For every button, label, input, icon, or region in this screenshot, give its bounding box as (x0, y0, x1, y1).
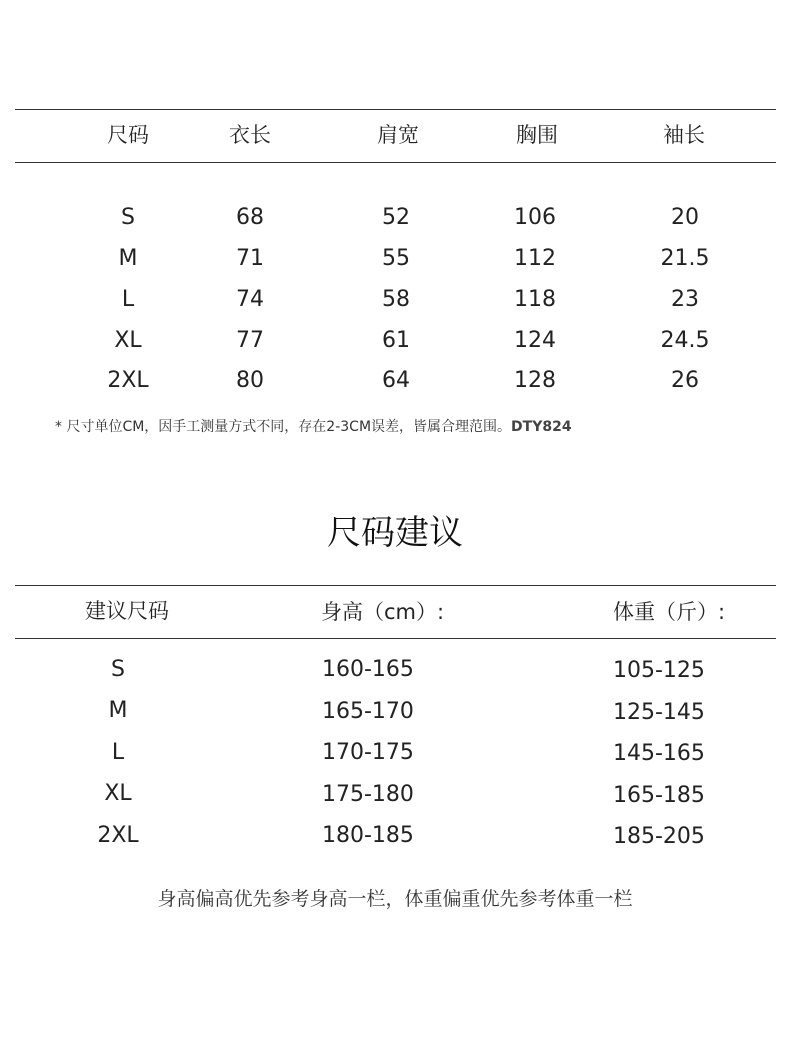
header-shoulder: 肩宽 (377, 123, 419, 147)
table-cell: 20 (671, 205, 699, 230)
table-cell: 175-180 (322, 782, 414, 807)
table-cell: 185-205 (613, 824, 705, 849)
table-cell: M (118, 246, 138, 271)
table-cell: XL (104, 781, 132, 806)
table-cell: 23 (671, 287, 699, 312)
header-recommended-size: 建议尺码 (85, 599, 169, 623)
header-size: 尺码 (107, 123, 149, 147)
table-cell: S (121, 205, 135, 230)
section-title: 尺码建议 (327, 513, 463, 553)
table-cell: L (111, 740, 125, 765)
header-height: 身高（cm）: (321, 600, 445, 624)
table-cell: 118 (514, 287, 556, 312)
recommendation-footer: 身高偏高优先参考身高一栏，体重偏重优先参考体重一栏 (157, 888, 633, 910)
product-code: DTY824 (511, 419, 572, 435)
header-length: 衣长 (229, 123, 271, 147)
table-cell: 24.5 (660, 328, 710, 353)
note-text: * 尺寸单位CM，因手工测量方式不同，存在2-3CM误差，皆属合理范围。 (55, 419, 512, 435)
table-cell: L (121, 287, 135, 312)
table-header-rule (15, 162, 776, 163)
table-cell: 61 (382, 328, 410, 353)
table-cell: 58 (382, 287, 410, 312)
table-cell: 26 (671, 368, 699, 393)
table-cell: 2XL (107, 368, 149, 393)
table-cell: 77 (236, 328, 264, 353)
table-cell: 165-170 (322, 699, 414, 724)
table-cell: 71 (236, 246, 264, 271)
table-cell: 2XL (97, 823, 139, 848)
header-sleeve: 袖长 (663, 123, 705, 147)
rec-top-rule (15, 585, 776, 586)
table-cell: M (108, 698, 128, 723)
table-cell: 165-185 (613, 783, 705, 808)
table-cell: 145-165 (613, 741, 705, 766)
table-cell: 105-125 (613, 658, 705, 683)
table-cell: 80 (236, 368, 264, 393)
header-chest: 胸围 (516, 123, 558, 147)
table-top-rule (15, 109, 776, 110)
table-cell: 170-175 (322, 740, 414, 765)
table-cell: 74 (236, 287, 264, 312)
table-cell: XL (114, 328, 142, 353)
table-cell: 64 (382, 368, 410, 393)
measurement-note (55, 416, 572, 436)
header-weight: 体重（斤）: (613, 600, 726, 624)
rec-header-rule (15, 638, 776, 639)
table-cell: 112 (514, 246, 556, 271)
table-cell: 180-185 (322, 823, 414, 848)
table-cell: 160-165 (322, 657, 414, 682)
table-cell: 128 (514, 368, 556, 393)
table-cell: 52 (382, 205, 410, 230)
table-cell: 55 (382, 246, 410, 271)
table-cell: 125-145 (613, 700, 705, 725)
table-cell: 21.5 (660, 246, 710, 271)
table-cell: 106 (514, 205, 556, 230)
table-cell: 124 (514, 328, 556, 353)
table-cell: 68 (236, 205, 264, 230)
table-cell: S (111, 657, 125, 682)
